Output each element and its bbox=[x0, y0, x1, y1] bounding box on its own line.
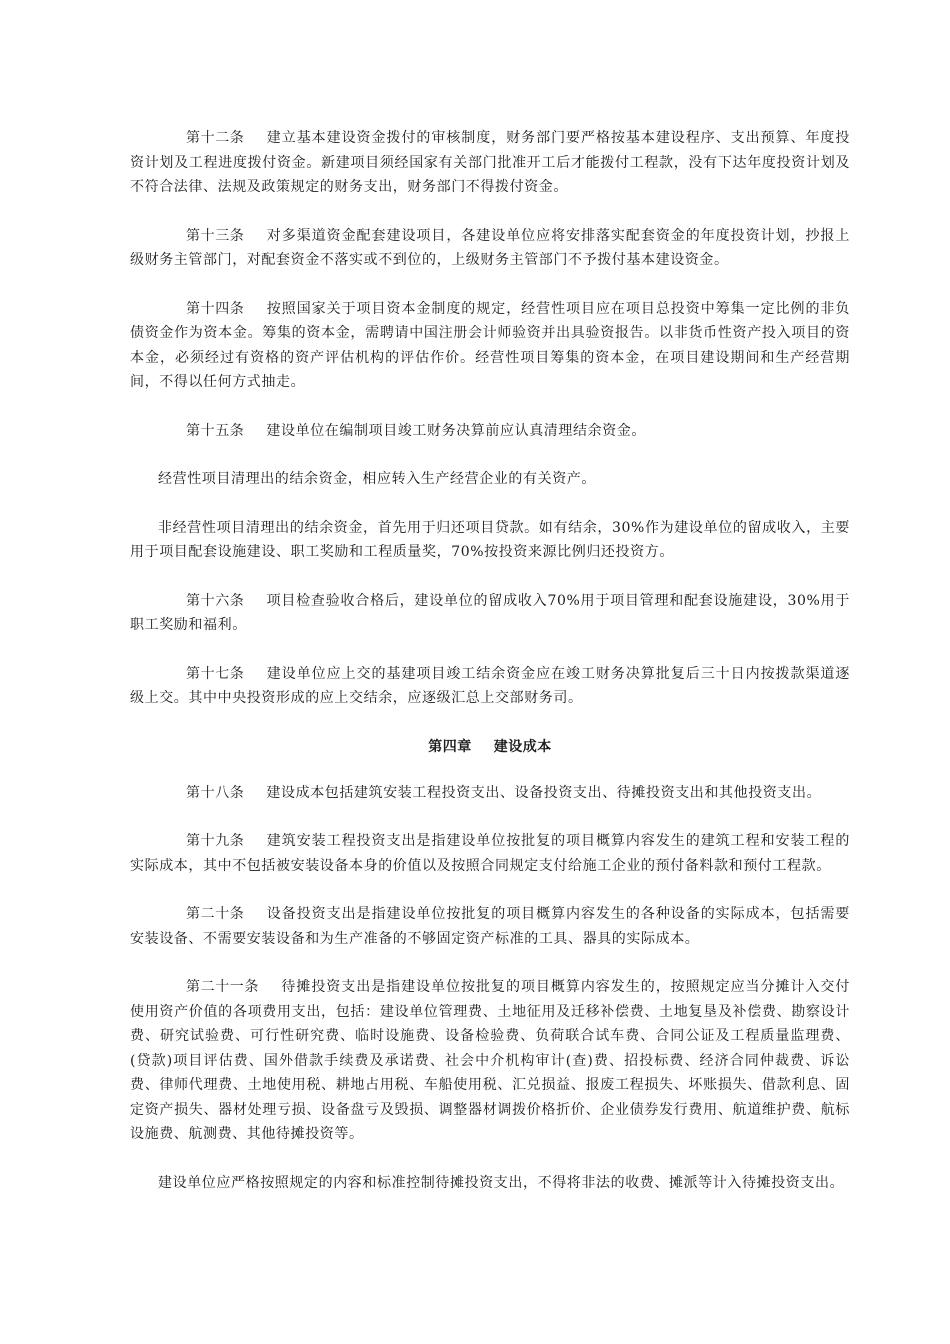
article-text: 建设单位应上交的基建项目竣工结余资金应在竣工财务决算批复后三十日内按拨款渠道逐级上交。其中中央投资形成的应上交结余，应逐级汇总上交部财务司。 bbox=[130, 665, 850, 706]
article-text: 建立基本建设资金拨付的审核制度，财务部门要严格按基本建设程序、支出预算、年度投资计划及工程进度拨付资金。新建项目须经国家有关部门批准开工后才能拨付工程款，没有下达年度投资计划及不符合法律、法规及政策规定的财务支出，财务部门不得拨付资金。 bbox=[130, 130, 850, 195]
article-13 bbox=[130, 224, 850, 273]
article-number: 第十六条 bbox=[186, 592, 245, 609]
article-number: 第二十条 bbox=[186, 906, 245, 922]
article-number: 第十三条 bbox=[186, 227, 245, 244]
article-16 bbox=[130, 589, 850, 638]
article-number: 第十五条 bbox=[186, 422, 245, 439]
article-18 bbox=[130, 781, 850, 806]
article-text: 对多渠道资金配套建设项目，各建设单位应将安排落实配套资金的年度投资计划，抄报上级财务主管部门，对配套资金不落实或不到位的，上级财务主管部门不予拨付基本建设资金。 bbox=[130, 227, 850, 268]
article-text: 建筑安装工程投资支出是指建设单位按批复的项目概算内容发生的建筑工程和安装工程的实际成本，其中不包括被安装设备本身的价值以及按照合同规定支付给施工企业的预付备料款和预付工程款。 bbox=[130, 833, 850, 874]
article-21 bbox=[130, 975, 850, 1147]
clause-text: 经营性项目清理出的结余资金，相应转入生产经营企业的有关资产。 bbox=[158, 471, 596, 487]
article-text: 待摊投资支出是指建设单位按批复的项目概算内容发生的，按照规定应当分摊计入交付使用资产价值的各项费用支出，包括：建设单位管理费、土地征用及迁移补偿费、土地复垦及补偿费、勘察设计费、研究试验费、可行性研究费、临时设施费、设备检验费、负荷联合试车费、合同公证及工程质量监理费、(贷款)项目评估费、国外借款手续费及承诺费、社会中介机构审计(查)费、招投标费、经济合同仲裁费、诉讼费、律师代理费、土地使用税、耕地占用税、车船使用税、汇兑损益、报废工程损失、坏账损失、借款利息、固定资产损失、器材处理亏损、设备盘亏及毁损、调整器材调拨价格折价、企业债券发行费用、航道维护费、航标设施费、航测费、其他待摊投资等。 bbox=[130, 979, 850, 1142]
article-19 bbox=[130, 829, 850, 878]
chapter-title: 建设成本 bbox=[493, 738, 552, 755]
article-number: 第十八条 bbox=[186, 784, 245, 801]
article-text: 项目检查验收合格后，建设单位的留成收入70%用于项目管理和配套设施建设，30%用于职工奖励和福利。 bbox=[130, 592, 850, 633]
article-20 bbox=[130, 902, 850, 951]
article-text: 建设单位在编制项目竣工财务决算前应认真清理结余资金。 bbox=[266, 422, 647, 439]
article-15 bbox=[130, 419, 850, 444]
article-number: 第十二条 bbox=[186, 130, 245, 146]
clause-text: 非经营性项目清理出的结余资金，首先用于归还项目贷款。如有结余，30%作为建设单位的留成收入，主要用于项目配套设施建设、职工奖励和工程质量奖，70%按投资来源比例归还投资方。 bbox=[130, 519, 850, 560]
clause-text: 建设单位应严格按照规定的内容和标准控制待摊投资支出，不得将非法的收费、摊派等计入待摊投资支出。 bbox=[158, 1174, 845, 1191]
article-17 bbox=[130, 662, 850, 711]
article-text: 设备投资支出是指建设单位按批复的项目概算内容发生的各种设备的实际成本，包括需要安装设备、不需要安装设备和为生产准备的不够固定资产标准的工具、器具的实际成本。 bbox=[130, 906, 850, 947]
article-15-clause-3 bbox=[130, 516, 850, 565]
article-text: 按照国家关于项目资本金制度的规定，经营性项目应在项目总投资中筹集一定比例的非负债资金作为资本金。筹集的资本金，需聘请中国注册会计师验资并出具验资报告。以非货币性资产投入项目的资本金，必须经过有资格的资产评估机构的评估作价。经营性项目筹集的资本金，在项目建设期间和生产经营期间，不得以任何方式抽走。 bbox=[130, 300, 850, 390]
article-21-clause-2 bbox=[130, 1171, 850, 1196]
article-number: 第二十一条 bbox=[186, 979, 259, 995]
document-body bbox=[130, 126, 850, 1219]
article-12 bbox=[130, 126, 850, 200]
article-15-clause-2 bbox=[130, 467, 850, 492]
chapter-heading bbox=[130, 735, 850, 759]
article-text: 建设成本包括建筑安装工程投资支出、设备投资支出、待摊投资支出和其他投资支出。 bbox=[266, 784, 822, 801]
article-number: 第十九条 bbox=[186, 833, 245, 849]
article-number: 第十四条 bbox=[186, 300, 245, 317]
article-14 bbox=[130, 297, 850, 395]
article-number: 第十七条 bbox=[186, 665, 245, 682]
chapter-number: 第四章 bbox=[428, 738, 472, 755]
